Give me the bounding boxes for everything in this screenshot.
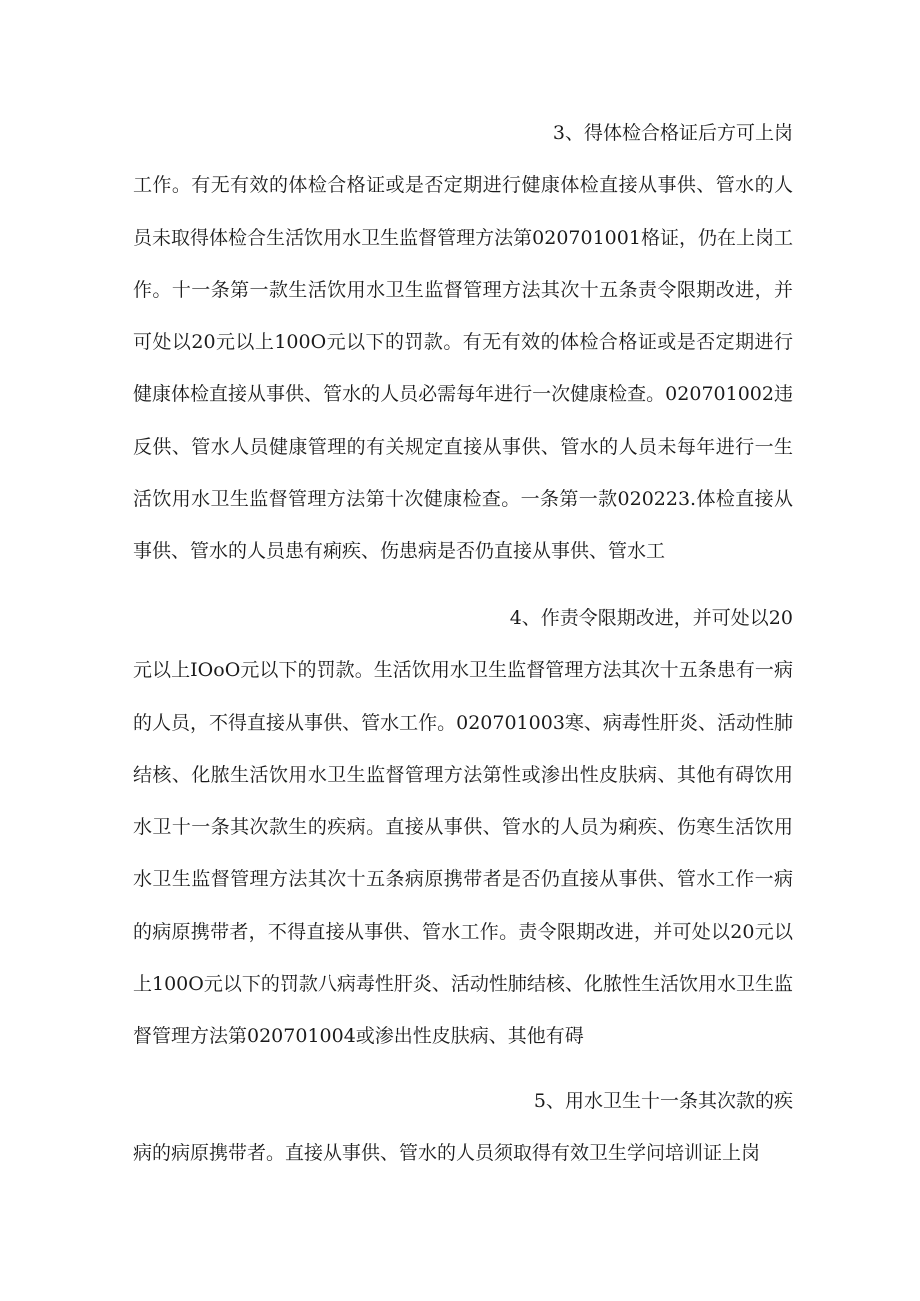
section-paragraph: 病的病原携带者。直接从事供、管水的人员须取得有效卫生学问培训证上岗 xyxy=(133,1142,761,1165)
section-heading: 4、作责令限期改进，并可处以20 xyxy=(509,607,793,629)
section-3 xyxy=(133,107,793,578)
section-paragraph: 元以上IOoO元以下的罚款。生活饮用水卫生监督管理方法其次十五条患有一病的人员，不得直接从事供、管水工作。020701003寒、病毒性肝炎、活动性肺结核、化脓生活饮用水卫生监督管理方法第性或渗出性皮肤病、其他有碍饮用水卫十一条其次款生的疾病。直接从事供、管水的人员为痢疾、伤寒生活饮用水卫生监督管理方法其次十五条病原携带者是否仍直接从事供、管水工作一病的病原携带者，不得直接从事供、管水工作。责令限期改进，并可处以20元以上100O元以下的罚款八病毒性肝炎、活动性肺结核、化脓性生活饮用水卫生监督管理方法第020701004或渗出性皮肤病、其他有碍 xyxy=(133,659,793,1048)
section-5 xyxy=(133,1075,793,1180)
section-paragraph: 工作。有无有效的体检合格证或是否定期进行健康体检直接从事供、管水的人员未取得体检合生活饮用水卫生监督管理方法第020701001格证，仍在上岗工作。十一条第一款生活饮用水卫生监督管理方法其次十五条责令限期改进，并可处以20元以上100O元以下的罚款。有无有效的体检合格证或是否定期进行健康体检直接从事供、管水的人员必需每年进行一次健康检查。020701002违反供、管水人员健康管理的有关规定直接从事供、管水的人员未每年进行一生活饮用水卫生监督管理方法第十次健康检查。一条第一款020223.体检直接从事供、管水的人员患有痢疾、伤患病是否仍直接从事供、管水工 xyxy=(133,174,793,563)
section-4 xyxy=(133,592,793,1063)
section-heading: 3、得体检合格证后方可上岗 xyxy=(552,122,793,144)
section-heading: 5、用水卫生十一条其次款的疾 xyxy=(533,1090,793,1112)
